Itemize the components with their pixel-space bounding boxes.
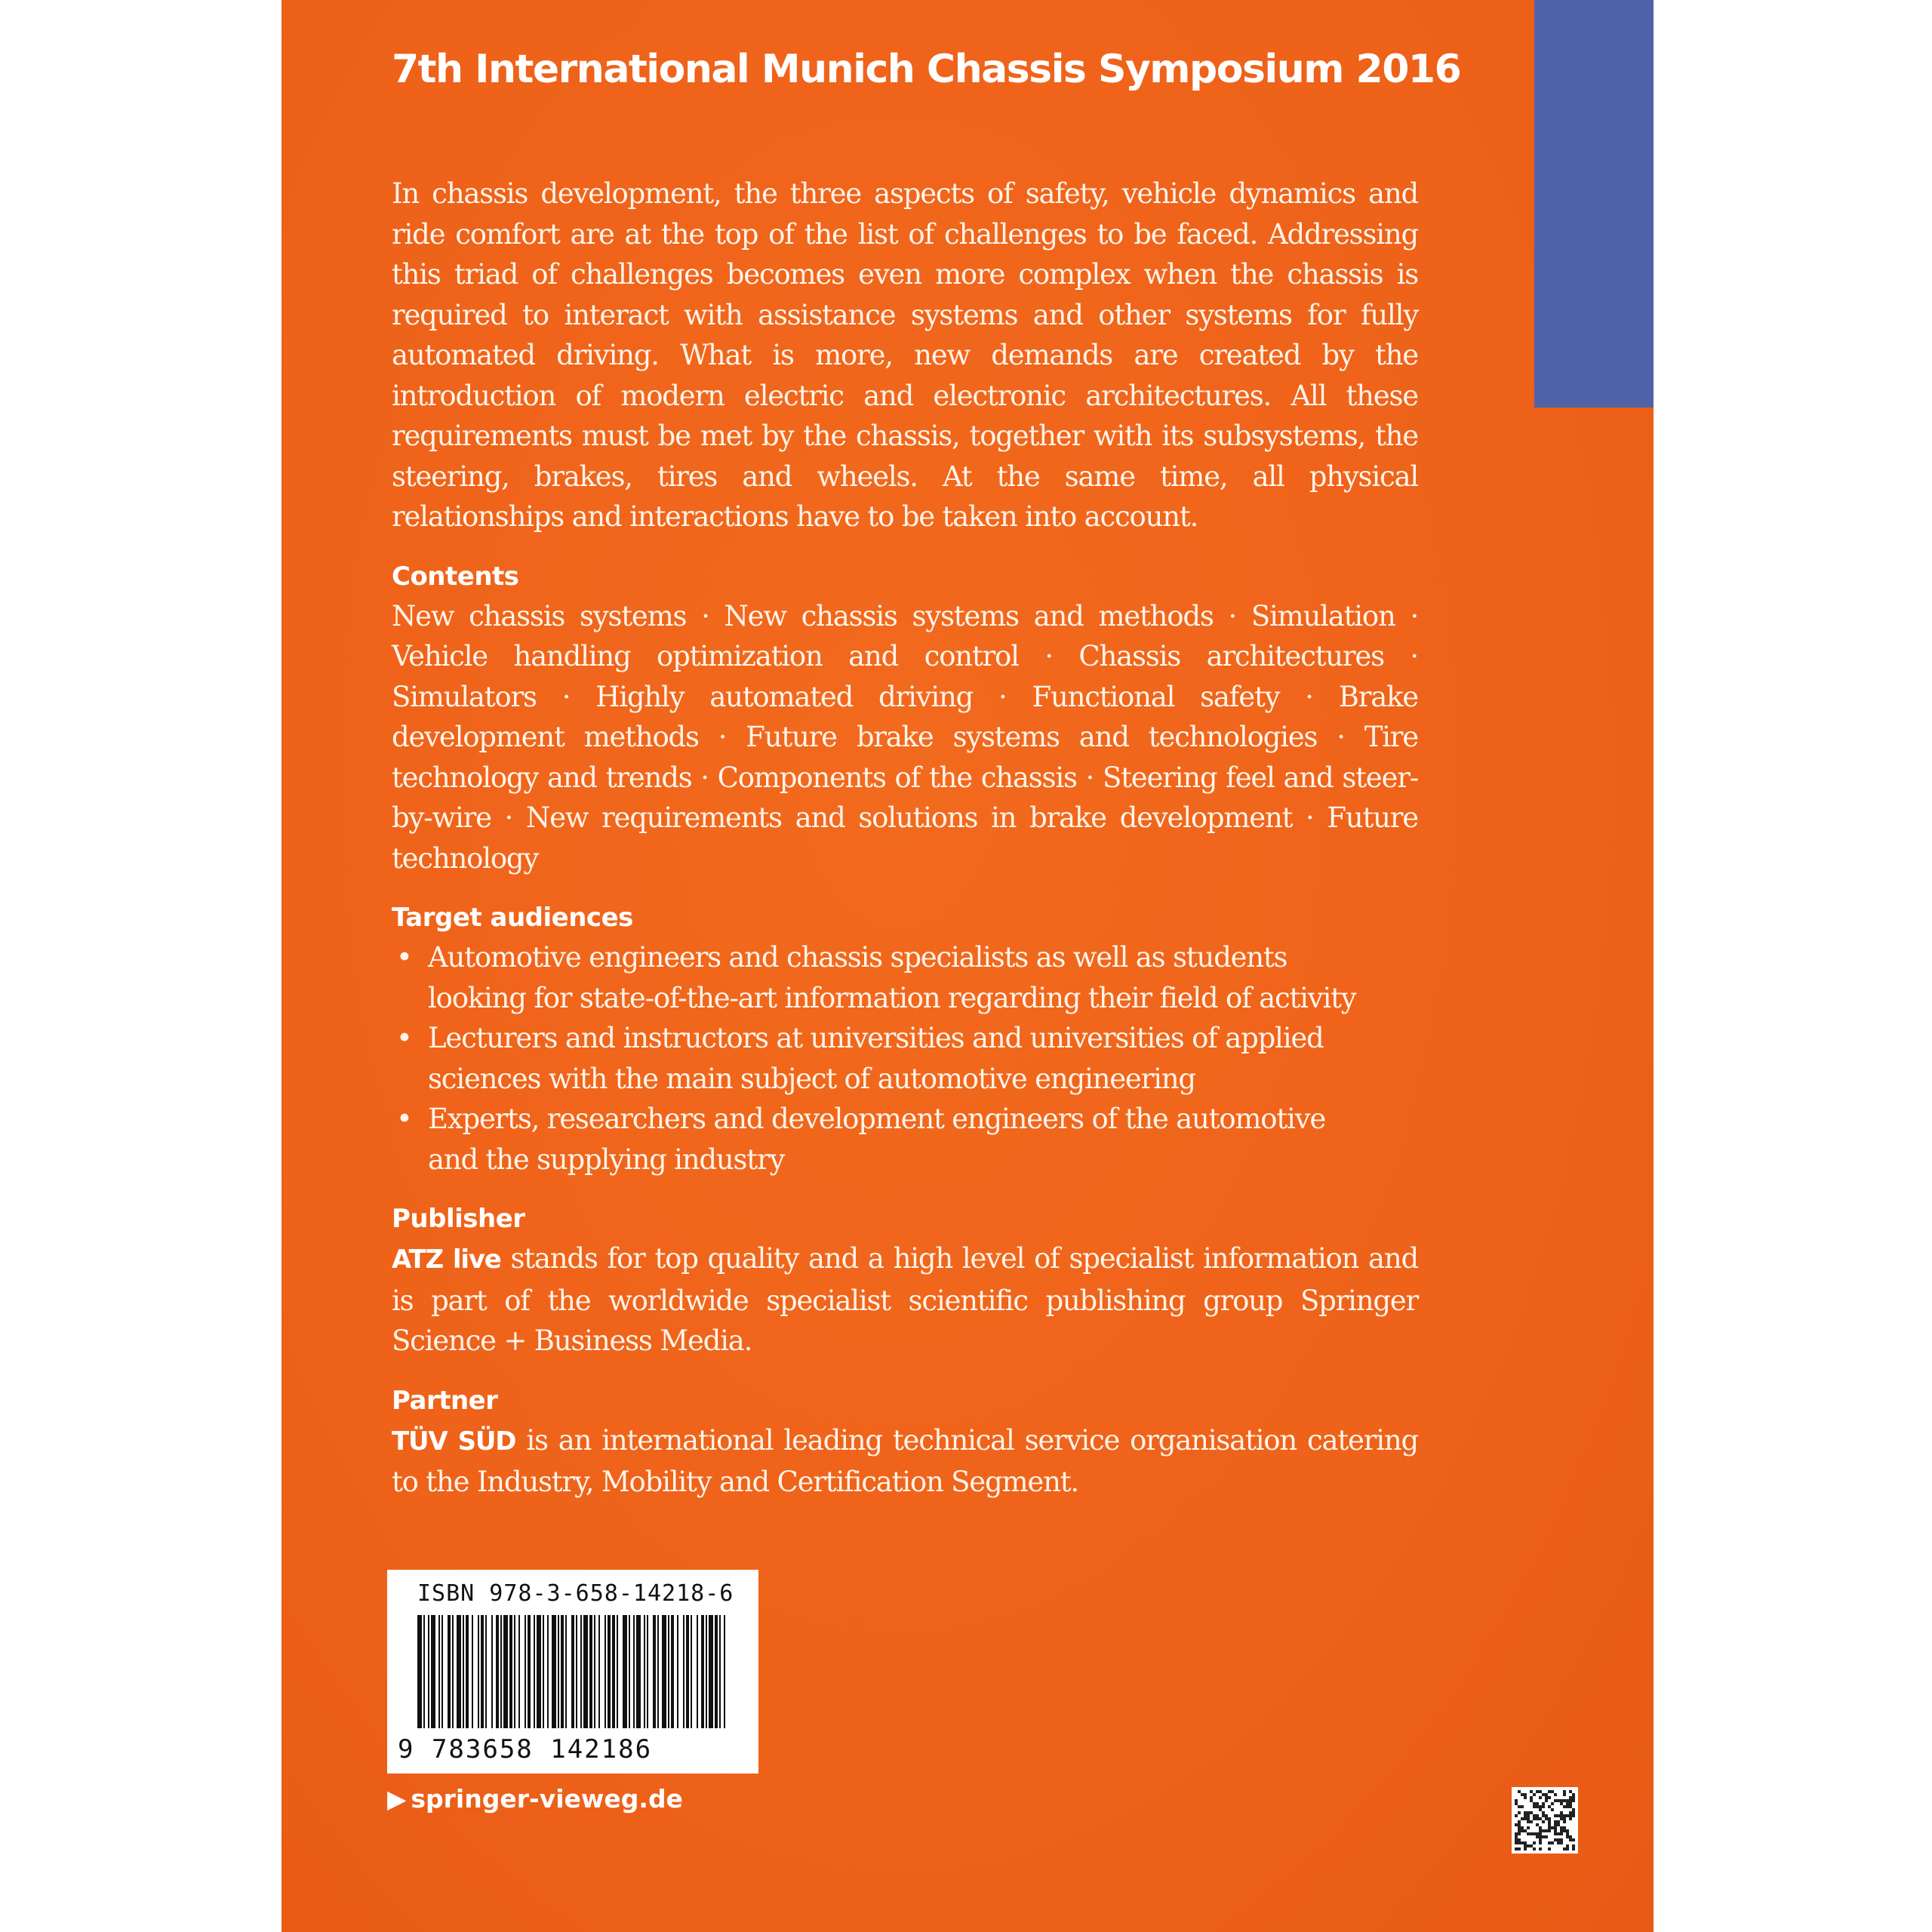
list-item	[392, 937, 1418, 1018]
blue-color-band	[1534, 0, 1654, 408]
audiences-list	[392, 937, 1418, 1180]
publisher-website[interactable]	[387, 1784, 683, 1814]
contents-heading: Contents	[392, 561, 519, 592]
bullet-icon: •	[396, 1022, 412, 1054]
list-item	[392, 1018, 1418, 1099]
list-item	[392, 1099, 1418, 1180]
publisher-text	[392, 1238, 1418, 1361]
partner-description: is an international leading technical service organisation catering to the Industry, Mobility and Certification Segment.	[392, 1423, 1418, 1498]
bullet-icon: •	[396, 1103, 412, 1135]
contents-text: New chassis systems · New chassis systems and methods · Simulation · Vehicle handling optimization and control · Chassis architectures · Simulators · Highly automated driving · Functional safety · Brake development methods · Future brake systems and technologies · Tire technology and trends · Components of the chassis · Steering feel and steer-by-wire · New requirements and solutions in brake development · Future technology	[392, 599, 1418, 875]
barcode-icon	[417, 1615, 728, 1728]
publisher-name: ATZ live	[392, 1244, 501, 1275]
play-arrow-icon: ▶	[387, 1784, 407, 1814]
barcode-digits: 9 783658 142186	[398, 1734, 653, 1764]
isbn-label: ISBN 978-3-658-14218-6	[417, 1580, 734, 1607]
book-back-cover	[281, 0, 1654, 1932]
partner-text	[392, 1420, 1418, 1503]
partner-name: TÜV SÜD	[392, 1426, 516, 1457]
audience-text: Lecturers and instructors at universities and universities of applied sciences with the main subject of automotive engineering	[428, 1022, 1324, 1095]
audience-text: Automotive engineers and chassis specialists as well as students looking for state-of-the-art information regarding their field of activity	[428, 941, 1356, 1014]
website-url: springer-vieweg.de	[411, 1784, 683, 1814]
intro-paragraph: In chassis development, the three aspects of safety, vehicle dynamics and ride comfort are at the top of the list of challenges to be faced. Addressing this triad of challenges becomes even more complex when the chassis is required to interact with assistance systems and other systems for fully automated driving. What is more, new demands are created by the introduction of modern electric and electronic architectures. All these requirements must be met by the chassis, together with its subsystems, the steering, brakes, tires and wheels. At the same time, all physical relationships and interactions have to be taken into account.	[392, 177, 1418, 533]
bullet-icon: •	[396, 941, 412, 974]
audiences-heading: Target audiences	[392, 903, 633, 933]
publisher-description: stands for top quality and a high level of specialist information and is part of the worldwide specialist scientific publishing group Springer Science + Business Media.	[392, 1242, 1418, 1357]
partner-heading: Partner	[392, 1385, 498, 1416]
book-title: 7th International Munich Chassis Symposium 2016	[392, 47, 1461, 92]
audience-text: Experts, researchers and development engineers of the automotive and the supplying industry	[428, 1103, 1326, 1176]
isbn-barcode-box	[387, 1570, 758, 1774]
cover-text	[392, 174, 1418, 1522]
publisher-heading: Publisher	[392, 1204, 525, 1234]
qr-code-icon	[1512, 1787, 1578, 1854]
